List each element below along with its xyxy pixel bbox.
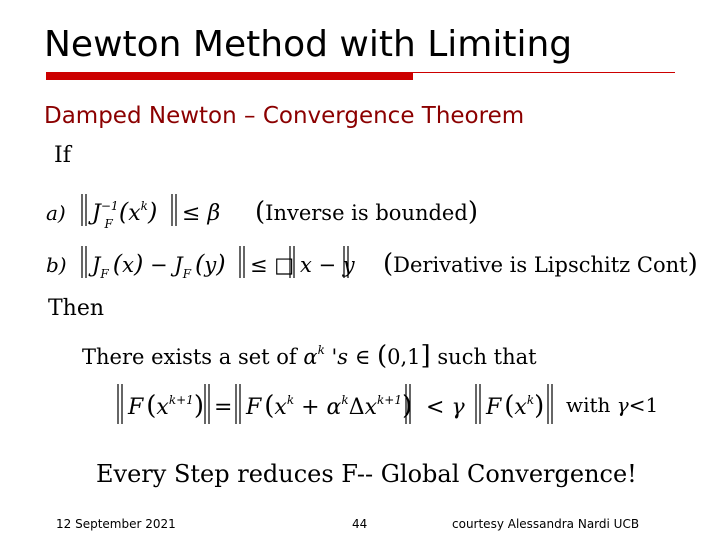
condition-a-bound: ≤ β bbox=[182, 201, 221, 226]
condition-a-note: (Inverse is bounded) bbox=[255, 197, 478, 227]
then-label: Then bbox=[48, 296, 105, 321]
condition-b bbox=[46, 246, 698, 281]
condition-b-label: b) bbox=[46, 253, 67, 277]
footer-credit: courtesy Alessandra Nardi UCB bbox=[452, 517, 640, 531]
condition-b-lhs: $J_F$ $(x) - J_F$ (y) bbox=[92, 250, 226, 281]
footer-page-number: 44 bbox=[352, 517, 368, 531]
inequality-equals: = bbox=[214, 395, 233, 420]
inequality-rhs: F $(x^k)$ bbox=[486, 391, 545, 421]
condition-a-lhs: $J^{-1}$ F $(x^k)$ bbox=[92, 198, 158, 231]
condition-b-rhs: x − y bbox=[300, 253, 355, 277]
if-label: If bbox=[54, 143, 71, 168]
conclusion-caption: Every Step reduces F-- Global Convergence! bbox=[96, 460, 637, 488]
slide-title: Newton Method with Limiting bbox=[44, 24, 573, 65]
condition-b-note: (Derivative is Lipschitz Cont) bbox=[383, 249, 698, 279]
main-inequality bbox=[118, 384, 658, 424]
inequality-lhs: F $(x^{k+1})$ bbox=[128, 391, 204, 421]
inequality-less-gamma: < γ bbox=[426, 395, 465, 420]
condition-b-bound: ≤ □ bbox=[250, 253, 295, 277]
slide-subtitle: Damped Newton – Convergence Theorem bbox=[44, 103, 525, 129]
existence-statement bbox=[82, 341, 537, 371]
footer-date: 12 September 2021 bbox=[56, 517, 176, 531]
inequality-middle: F $(x^k + \alpha^k\Delta x^{k+1})$ bbox=[246, 391, 413, 421]
existence-text: There exists a set of $\alpha^k$ 's ∈ (0,1] such that bbox=[82, 341, 537, 371]
inequality-with: with γ<1 bbox=[566, 393, 659, 417]
condition-a bbox=[46, 194, 478, 231]
condition-a-label: a) bbox=[46, 201, 66, 225]
